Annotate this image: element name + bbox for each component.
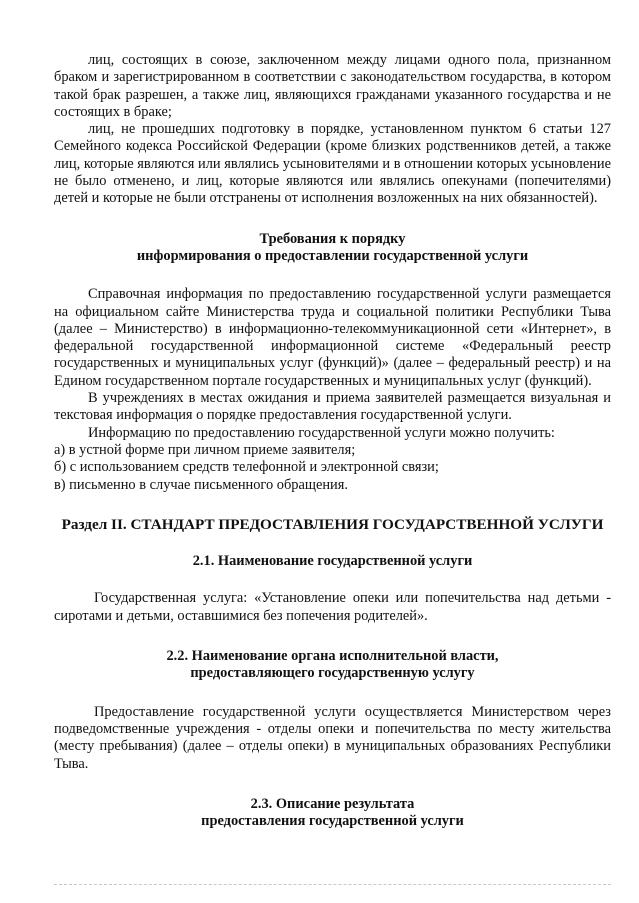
info-list-item-c: в) письменно в случае письменного обращения. bbox=[54, 476, 348, 493]
section-2-2-heading-line2: предоставляющего государственную услугу bbox=[190, 665, 475, 682]
info-paragraph-2: В учреждениях в местах ожидания и приема заявителей размещается визуальная и текстовая информация о порядке предоставления государственной услуги. bbox=[54, 390, 611, 424]
info-requirements-heading bbox=[54, 231, 611, 266]
section-2-2-heading-line1: 2.2. Наименование органа исполнительной власти, bbox=[166, 648, 499, 665]
section-2-2-text: Предоставление государственной услуги осуществляется Министерством через подведомственные учреждения - отделы опеки и попечительства по месту жительства (месту пребывания) (далее – отделы опеки) в муниципальных образованиях Республики Тыва. bbox=[54, 703, 611, 772]
section-2-3-heading-line2: предоставления государственной услуги bbox=[201, 813, 464, 830]
continuation-paragraph-2: лиц, не прошедших подготовку в порядке, установленном пунктом 6 статьи 127 Семейного кодекса Российской Федерации (кроме близких родственников детей, а также лиц, которые являются или являлись усыновителями и в отношении которых усыновление не было отменено, и лиц, которые являются или являлись опекунами (попечителями) детей и которые не были отстранены от исполнения возложенных на них обязанностей). bbox=[54, 121, 611, 207]
section-2-1-heading: 2.1. Наименование государственной услуги bbox=[192, 553, 473, 570]
section-2-title: Раздел II. СТАНДАРТ ПРЕДОСТАВЛЕНИЯ ГОСУДАРСТВЕННОЙ УСЛУГИ bbox=[61, 515, 604, 533]
info-requirements-heading-line1: Требования к порядку bbox=[259, 230, 406, 247]
continuation-paragraph-1: лиц, состоящих в союзе, заключенном между лицами одного пола, признанном браком и зарегистрированном в соответствии с законодательством государства, в котором такой брак разрешен, а также лиц, являющихся гражданами указанного государства и не состоящих в браке; bbox=[54, 52, 611, 120]
info-list-item-a: а) в устной форме при личном приеме заявителя; bbox=[54, 441, 356, 458]
page-bottom-edge bbox=[54, 884, 611, 885]
document-page bbox=[54, 52, 611, 851]
info-requirements-heading-line2: информирования о предоставлении государственной услуги bbox=[136, 247, 529, 264]
section-2-3-heading bbox=[54, 796, 611, 831]
info-list-item-b: б) с использованием средств телефонной и электронной связи; bbox=[54, 459, 439, 476]
section-2-1-text: Государственная услуга: «Установление опеки или попечительства над детьми - сиротами и детьми, оставшимися без попечения родителей». bbox=[54, 590, 611, 624]
info-paragraph-3: Информацию по предоставлению государственной услуги можно получить: bbox=[88, 424, 555, 441]
info-paragraph-1: Справочная информация по предоставлению государственной услуги размещается на официальном сайте Министерства труда и социальной политики Республики Тыва (далее – Министерство) в информационно-телекоммуникационной сети «Интернет», в федеральной государственной информационной системе «Федеральный реестр государственных и муниципальных услуг (функций)» (далее – федеральный реестр) и на Едином государственном портале государственных и муниципальных услуг (функций). bbox=[54, 286, 611, 389]
section-2-3-heading-line1: 2.3. Описание результата bbox=[250, 795, 415, 812]
section-2-2-heading bbox=[54, 648, 611, 683]
